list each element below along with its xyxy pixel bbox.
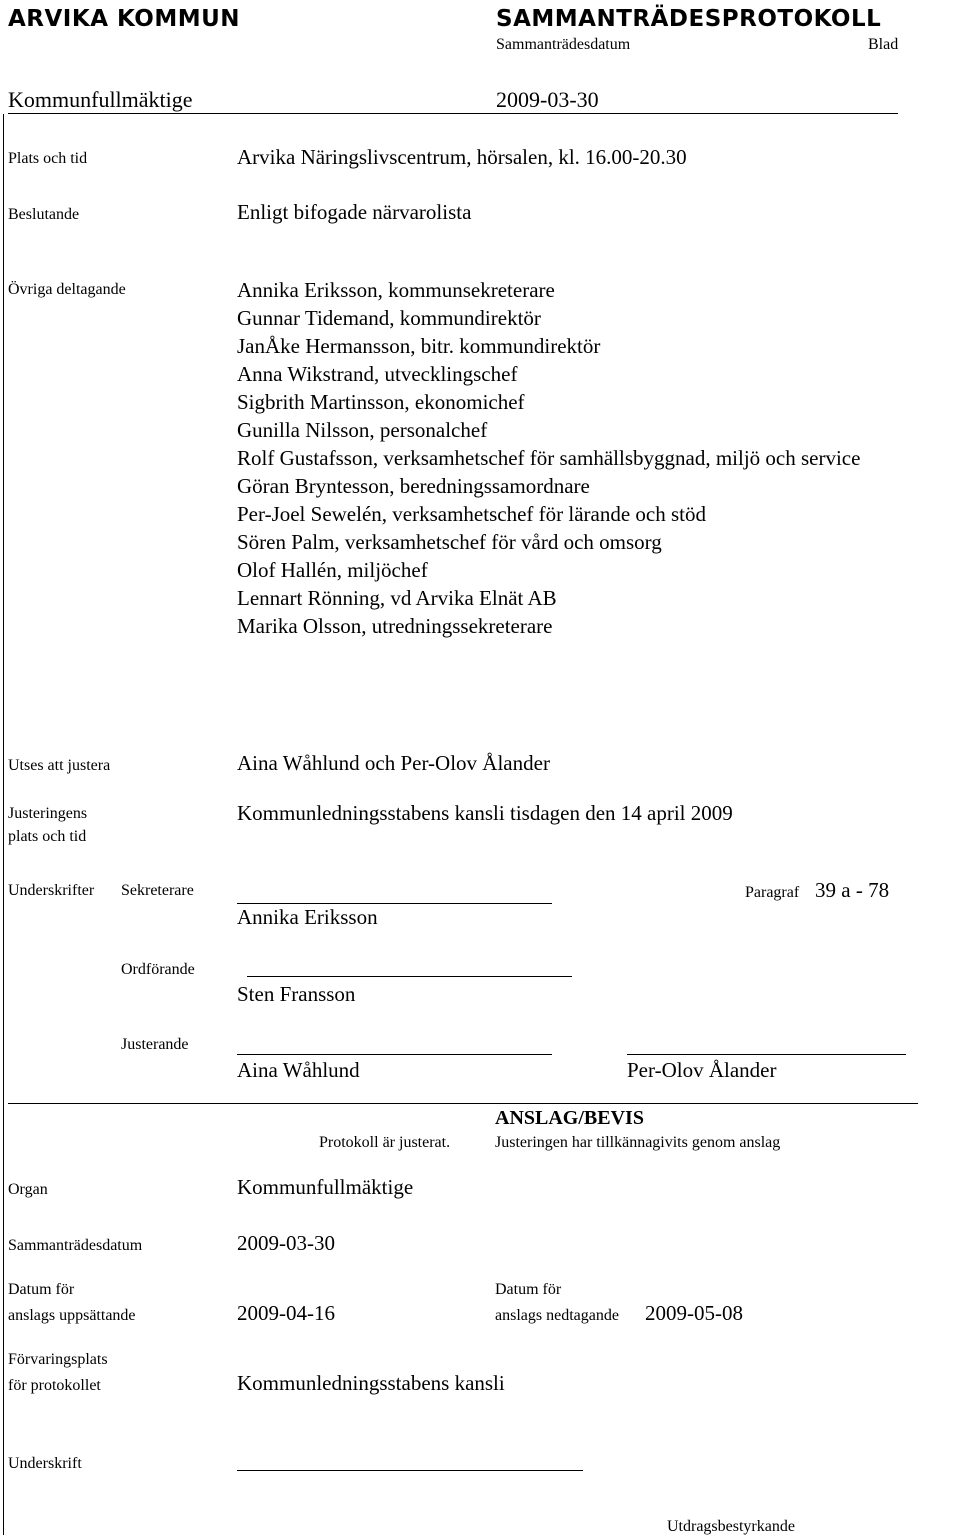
ovriga-item: JanÅke Hermansson, bitr. kommundirektör	[237, 334, 601, 358]
justerande-signature-line-2	[627, 1054, 906, 1055]
meeting-date: 2009-03-30	[496, 87, 599, 112]
sekreterare-name: Annika Eriksson	[237, 905, 378, 929]
header-underline	[8, 113, 898, 114]
justeringens-label-2: plats och tid	[8, 828, 87, 845]
ovriga-item: Sigbrith Martinsson, ekonomichef	[237, 390, 525, 414]
uppsattande-value: 2009-04-16	[237, 1301, 335, 1325]
ovriga-item: Gunilla Nilsson, personalchef	[237, 418, 488, 442]
paragraf-label: Paragraf	[745, 884, 800, 901]
ordforande-label: Ordförande	[121, 961, 195, 978]
forvaring-value: Kommunledningsstabens kansli	[237, 1371, 505, 1395]
organ-label: Organ	[8, 1181, 48, 1198]
ordforande-name: Sten Fransson	[237, 982, 356, 1006]
ovriga-item: Sören Palm, verksamhetschef för vård och omsorg	[237, 530, 662, 554]
justeringens-label-1: Justeringens	[8, 805, 88, 822]
beslutande-value: Enligt bifogade närvarolista	[237, 200, 472, 224]
underskrifter-label: Underskrifter	[8, 882, 95, 899]
left-border	[3, 114, 4, 1535]
justering-text: Justeringen har tillkännagivits genom anslag	[495, 1134, 781, 1151]
ovriga-item: Olof Hallén, miljöchef	[237, 558, 428, 582]
justerande-signature-line-1	[237, 1054, 552, 1055]
underskrift-signature-line	[237, 1470, 583, 1471]
paragraf-value: 39 a - 78	[815, 878, 890, 902]
header-page-label: Blad	[868, 36, 899, 53]
sekreterare-signature-line	[237, 903, 552, 904]
justeringens-value: Kommunledningsstabens kansli tisdagen den 14 april 2009	[237, 801, 733, 825]
nedtagande-label-2: anslags nedtagande	[495, 1307, 619, 1324]
ovriga-item: Marika Olsson, utredningssekreterare	[237, 614, 553, 638]
ovriga-item: Annika Eriksson, kommunsekreterare	[237, 278, 555, 302]
document-type: SAMMANTRÄDESPROTOKOLL	[496, 6, 882, 32]
organization-name: ARVIKA KOMMUN	[8, 6, 241, 32]
beslutande-label: Beslutande	[8, 206, 80, 223]
justerande-name-1: Aina Wåhlund	[237, 1058, 360, 1082]
ovriga-list	[237, 276, 860, 640]
nedtagande-label-1: Datum för	[495, 1281, 562, 1298]
utdragsbestyrkande-label: Utdragsbestyrkande	[667, 1518, 795, 1535]
ovriga-label: Övriga deltagande	[8, 281, 126, 298]
plats-value: Arvika Näringslivscentrum, hörsalen, kl. 16.00-20.30	[237, 145, 687, 169]
ordforande-signature-line	[247, 976, 572, 977]
ovriga-item: Per-Joel Sewelén, verksamhetschef för lärande och stöd	[237, 502, 706, 526]
underskrift-label: Underskrift	[8, 1455, 82, 1472]
anslag-divider	[8, 1103, 918, 1104]
sekreterare-label: Sekreterare	[121, 882, 194, 899]
ovriga-item: Gunnar Tidemand, kommundirektör	[237, 306, 541, 330]
anslag-datum-value: 2009-03-30	[237, 1231, 335, 1255]
anslag-title: ANSLAG/BEVIS	[495, 1107, 644, 1129]
nedtagande-value: 2009-05-08	[645, 1301, 743, 1325]
organ-value: Kommunfullmäktige	[237, 1175, 414, 1199]
utses-value: Aina Wåhlund och Per-Olov Ålander	[237, 751, 550, 775]
utses-label: Utses att justera	[8, 757, 111, 774]
forvaring-label-2: för protokollet	[8, 1377, 101, 1394]
uppsattande-label-1: Datum för	[8, 1281, 75, 1298]
ovriga-item: Göran Bryntesson, beredningssamordnare	[237, 474, 590, 498]
justerande-label: Justerande	[121, 1036, 189, 1053]
uppsattande-label-2: anslags uppsättande	[8, 1307, 136, 1324]
ovriga-item: Anna Wikstrand, utvecklingschef	[237, 362, 518, 386]
ovriga-item: Rolf Gustafsson, verksamhetschef för samhällsbyggnad, miljö och service	[237, 446, 861, 470]
justerande-name-2: Per-Olov Ålander	[627, 1058, 777, 1082]
protokoll-justerat-text: Protokoll är justerat.	[319, 1134, 451, 1151]
forvaring-label-1: Förvaringsplats	[8, 1351, 108, 1368]
header-date-label: Sammanträdesdatum	[496, 36, 631, 53]
meeting-body: Kommunfullmäktige	[8, 87, 193, 112]
anslag-datum-label: Sammanträdesdatum	[8, 1237, 143, 1254]
plats-label: Plats och tid	[8, 150, 88, 167]
ovriga-item: Lennart Rönning, vd Arvika Elnät AB	[237, 586, 557, 610]
